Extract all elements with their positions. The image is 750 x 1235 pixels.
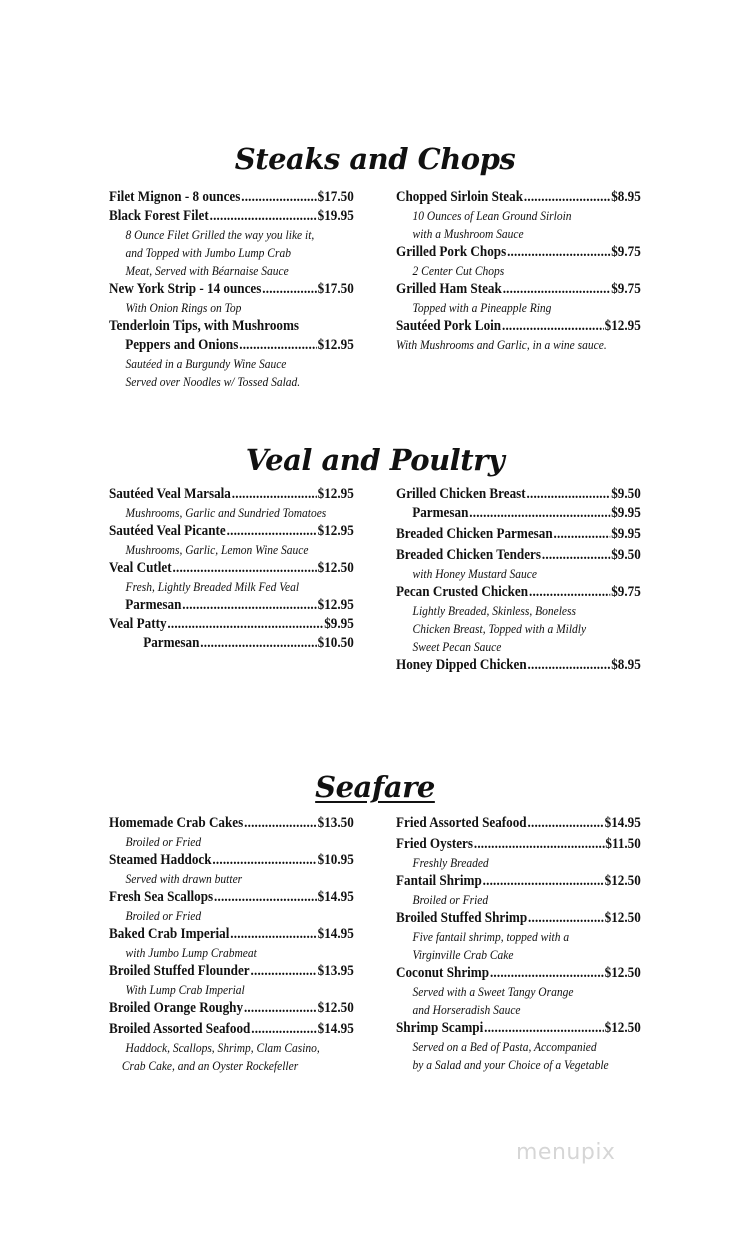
item-description: Topped with a Pineapple Ring [412,301,552,315]
item-name: New York Strip - 14 ounces [109,281,262,297]
item-name: Honey Dipped Chicken [396,657,527,673]
item-price: $12.95 [604,318,641,334]
item-name: Tenderloin Tips, with Mushrooms [109,318,300,334]
item-description: Served with drawn butter [125,872,243,886]
item-name: Broiled Assorted Seafood [109,1021,251,1037]
item-price: $12.95 [317,523,354,539]
menu-item-honey-dipped-chicken [396,656,641,675]
item-description: Lightly Breaded, Skinless, Boneless [412,604,576,618]
item-price: $12.95 [317,486,354,502]
menu-item-chopped-sirloin [396,188,641,207]
item-name: Fried Oysters [396,836,473,852]
menu-item-broiled-assorted-seafood [109,1020,354,1039]
steaks-left-column [109,188,354,391]
item-description: With Mushrooms and Garlic, in a wine sauce. [396,338,607,352]
menu-item-veal-picante [109,522,354,541]
item-description: Chicken Breast, Topped with a Mildly [412,622,587,636]
menu-item-veal-cutlet [109,559,354,578]
item-description: Served on a Bed of Pasta, Accompanied [412,1040,597,1054]
item-description: With Lump Crab Imperial [125,983,245,997]
seafare-right-column [396,814,641,1074]
item-name: Grilled Ham Steak [396,281,502,297]
item-description: Broiled or Fried [125,835,202,849]
item-description: Served with a Sweet Tangy Orange [412,985,574,999]
item-price: $12.50 [604,1020,641,1036]
item-description: and Horseradish Sauce [412,1003,521,1017]
item-price: $13.50 [317,815,354,831]
item-name: Filet Mignon - 8 ounces [109,189,241,205]
section-title-seafare: Seafare [315,770,435,804]
item-description: with Jumbo Lump Crabmeat [125,946,257,960]
item-description: Haddock, Scallops, Shrimp, Clam Casino, [125,1041,320,1055]
item-description: Fresh, Lightly Breaded Milk Fed Veal [125,580,300,594]
menu-item-veal-patty [109,615,354,634]
item-name: Parmesan [412,505,469,521]
item-price: $14.95 [604,815,641,831]
menu-item-fantail-shrimp [396,872,641,891]
item-description: Mushrooms, Garlic, Lemon Wine Sauce [125,543,309,557]
menu-item-broiled-orange-roughy [109,999,354,1018]
item-description: With Onion Rings on Top [125,301,242,315]
item-price: $19.95 [317,208,354,224]
menu-item-black-forest-filet [109,207,354,226]
item-price: $14.95 [317,926,354,942]
item-price: $17.50 [317,281,354,297]
section-title-veal-poultry: Veal and Poultry [245,443,505,477]
item-name: Homemade Crab Cakes [109,815,244,831]
item-price: $11.50 [605,836,641,852]
steaks-right-column [396,188,641,354]
item-description: 2 Center Cut Chops [412,264,505,278]
menu-item-steamed-haddock [109,851,354,870]
item-name: Breaded Chicken Tenders [396,547,541,563]
item-name: Chopped Sirloin Steak [396,189,524,205]
item-name: Veal Patty [109,616,167,632]
item-price: $9.75 [611,584,641,600]
seafare-left-column [109,814,354,1075]
item-name: Shrimp Scampi [396,1020,484,1036]
item-name: Coconut Shrimp [396,965,490,981]
item-name: Broiled Stuffed Shrimp [396,910,528,926]
item-description: with a Mushroom Sauce [412,227,524,241]
item-price: $9.50 [611,486,641,502]
item-name: Parmesan [143,635,200,651]
item-name: Broiled Orange Roughy [109,1000,244,1016]
menu-item-breaded-chicken-parmesan [396,525,641,544]
menu-item-grilled-chicken-breast [396,485,641,504]
menu-item-filet-mignon [109,188,354,207]
item-price: $12.50 [604,873,641,889]
menu-item-tenderloin-tips-cont [109,336,354,355]
menu-item-tenderloin-tips [109,317,354,336]
item-name: Sautéed Veal Picante [109,523,226,539]
item-description: Crab Cake, and an Oyster Rockefeller [121,1059,299,1073]
item-description: and Topped with Jumbo Lump Crab [125,246,291,260]
item-description: with Honey Mustard Sauce [412,567,538,581]
menu-item-fresh-sea-scallops [109,888,354,907]
item-name: Baked Crab Imperial [109,926,230,942]
item-price: $17.50 [317,189,354,205]
item-name: Pecan Crusted Chicken [396,584,529,600]
item-name: Grilled Pork Chops [396,244,507,260]
item-price: $9.75 [611,281,641,297]
item-description: 8 Ounce Filet Grilled the way you like it, [125,228,315,242]
item-description: 10 Ounces of Lean Ground Sirloin [412,209,572,223]
item-description: Five fantail shrimp, topped with a [412,930,570,944]
menu-item-baked-crab-imperial [109,925,354,944]
menu-item-grilled-pork-chops [396,243,641,262]
menu-item-shrimp-scampi [396,1019,641,1038]
menu-item-homemade-crab-cakes [109,814,354,833]
item-description: Mushrooms, Garlic and Sundried Tomatoes [125,506,327,520]
item-description: Virginville Crab Cake [412,948,514,962]
item-name: Fried Assorted Seafood [396,815,527,831]
veal-right-column [396,485,641,675]
menu-item-veal-marsala [109,485,354,504]
item-name: Sautéed Veal Marsala [109,486,231,502]
item-name: Peppers and Onions [125,337,239,353]
item-name: Steamed Haddock [109,852,212,868]
menu-item-coconut-shrimp [396,964,641,983]
menu-item-broiled-stuffed-flounder [109,962,354,981]
item-description: Served over Noodles w/ Tossed Salad. [125,375,301,389]
menu-item-sauteed-pork-loin [396,317,641,336]
item-name: Broiled Stuffed Flounder [109,963,250,979]
item-price: $9.50 [611,547,641,563]
item-name: Black Forest Filet [109,208,209,224]
item-price: $12.50 [604,910,641,926]
item-description: Meat, Served with Béarnaise Sauce [125,264,289,278]
item-description: Broiled or Fried [125,909,202,923]
item-price: $12.95 [317,337,354,353]
item-name: Sautéed Pork Loin [396,318,502,334]
menu-item-pecan-crusted-chicken [396,583,641,602]
item-name: Grilled Chicken Breast [396,486,526,502]
item-price: $12.95 [317,597,354,613]
menu-item-broiled-stuffed-shrimp [396,909,641,928]
item-price: $14.95 [317,889,354,905]
menu-item-new-york-strip [109,280,354,299]
item-price: $10.50 [317,635,354,651]
item-price: $9.95 [611,526,641,542]
menupix-watermark: menupix [516,1140,616,1165]
item-description: Broiled or Fried [412,893,489,907]
menu-item-grilled-chicken-parmesan [396,504,641,523]
menu-item-grilled-ham-steak [396,280,641,299]
veal-left-column [109,485,354,653]
item-price: $9.75 [611,244,641,260]
section-title-steaks: Steaks and Chops [234,142,516,176]
item-price: $8.95 [611,657,641,673]
item-price: $12.50 [604,965,641,981]
menu-item-fried-assorted-seafood [396,814,641,833]
item-price: $9.95 [324,616,354,632]
menu-item-veal-patty-parmesan [109,634,354,653]
item-name: Fantail Shrimp [396,873,482,889]
item-price: $9.95 [611,505,641,521]
item-description: by a Salad and your Choice of a Vegetable [412,1058,609,1072]
menu-item-veal-cutlet-parmesan [109,596,354,615]
menu-item-breaded-chicken-tenders [396,546,641,565]
item-price: $10.95 [317,852,354,868]
item-name: Fresh Sea Scallops [109,889,214,905]
item-name: Breaded Chicken Parmesan [396,526,553,542]
item-description: Sweet Pecan Sauce [412,640,502,654]
item-name: Veal Cutlet [109,560,172,576]
item-description: Sautéed in a Burgundy Wine Sauce [125,357,287,371]
item-price: $8.95 [611,189,641,205]
item-price: $14.95 [317,1021,354,1037]
item-price: $12.50 [317,560,354,576]
item-description: Freshly Breaded [412,856,489,870]
item-price: $13.95 [317,963,354,979]
item-price: $12.50 [317,1000,354,1016]
menu-item-fried-oysters [396,835,641,854]
item-name: Parmesan [125,597,182,613]
